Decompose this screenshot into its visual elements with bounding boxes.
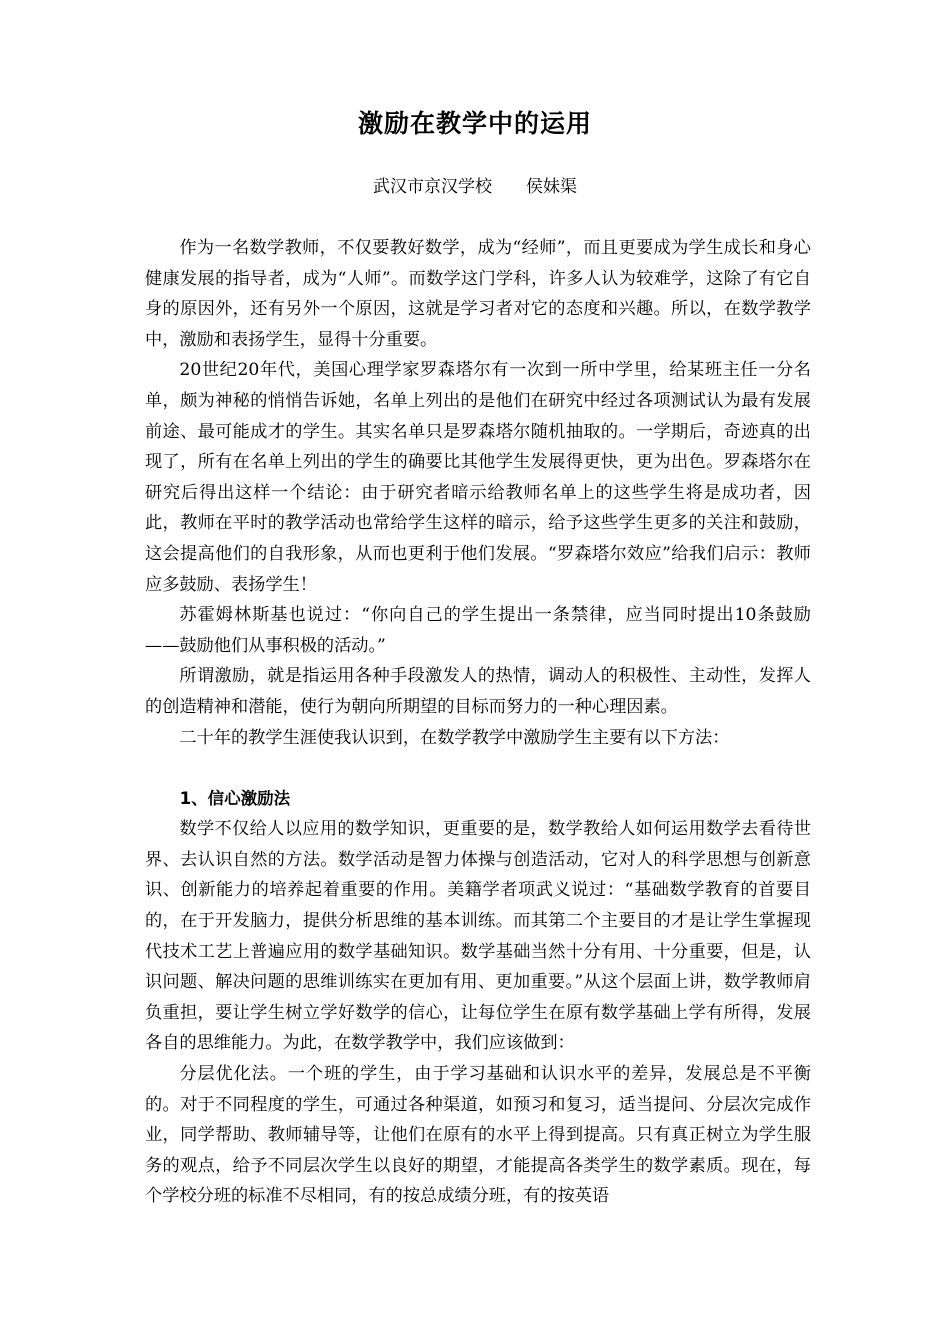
paragraph: 数学不仅给人以应用的数学知识，更重要的是，数学教给人如何运用数学去看待世界、去认识自然的方法。数学活动是智力体操与创造活动，它对人的科学思想与创新意识、创新能力的培养起着重要的作用。美籍学者项武义说过：“基础数学教育的首要目的，在于开发脑力，提供分析思维的基本训练。而其第二个主要目的才是让学生掌握现代技术工艺上普遍应用的数学基础知识。数学基础当然十分有用、十分重要，但是，认识问题、解决问题的思维训练实在更加有用、更加重要。”从这个层面上讲，数学教师肩负重担，要让学生树立学好数学的信心，让每位学生在原有数学基础上学有所得，发展各自的思维能力。为此，在数学教学中，我们应该做到：: [145, 819, 811, 1054]
document-title: 激励在教学中的运用: [357, 109, 592, 138]
paragraph: 作为一名数学教师，不仅要教好数学，成为“经师”，而且更要成为学生成长和身心健康发展的指导者，成为“人师”。而数学这门学科，许多人认为较难学，这除了有它自身的原因外，还有另外一个原因，这就是学习者对它的态度和兴趣。所以，在数学教学中，激励和表扬学生，显得十分重要。: [145, 238, 811, 350]
author-school: 武汉市京汉学校: [373, 177, 492, 197]
section-heading: 1、信心激励法: [179, 788, 291, 808]
paragraph: 二十年的教学生涯使我认识到，在数学教学中激励学生主要有以下方法：: [179, 727, 730, 748]
paragraph: 分层优化法。一个班的学生，由于学习基础和认识水平的差异，发展总是不平衡的。对于不同程度的学生，可通过各种渠道，如预习和复习，适当提问、分层次完成作业，同学帮助、教师辅导等，让他们在原有的水平上得到提高。只有真正树立为学生服务的观点，给予不同层次学生以良好的期望，才能提高各类学生的数学素质。现在，每个学校分班的标准不尽相同，有的按总成绩分班，有的按英语: [145, 1064, 811, 1207]
paragraph: 20世纪20年代，美国心理学家罗森塔尔有一次到一所中学里，给某班主任一分名单，颇为神秘的悄悄告诉她，名单上列出的是他们在研究中经过各项测试认为最有发展前途、最可能成才的学生。其实名单只是罗森塔尔随机抽取的。一学期后，奇迹真的出现了，所有在名单上列出的学生的确要比其他学生发展得更快，更为出色。罗森塔尔在研究后得出这样一个结论：由于研究者暗示给教师名单上的这些学生将是成功者，因此，教师在平时的教学活动也常给学生这样的暗示，给予这些学生更多的关注和鼓励，这会提高他们的自我形象，从而也更利于他们发展。“罗森塔尔效应”给我们启示：教师应多鼓励、表扬学生！: [145, 360, 811, 595]
paragraph: 苏霍姆林斯基也说过：“你向自己的学生提出一条禁律，应当同时提出10条鼓励——鼓励他们从事积极的活动。”: [145, 605, 811, 656]
document-body: [145, 233, 811, 1212]
author-line: [0, 175, 950, 199]
author-name: 侯妹渠: [526, 177, 577, 197]
paragraph: 所谓激励，就是指运用各种手段激发人的热情，调动人的积极性、主动性，发挥人的创造精神和潜能，使行为朝向所期望的目标而努力的一种心理因素。: [145, 666, 811, 717]
